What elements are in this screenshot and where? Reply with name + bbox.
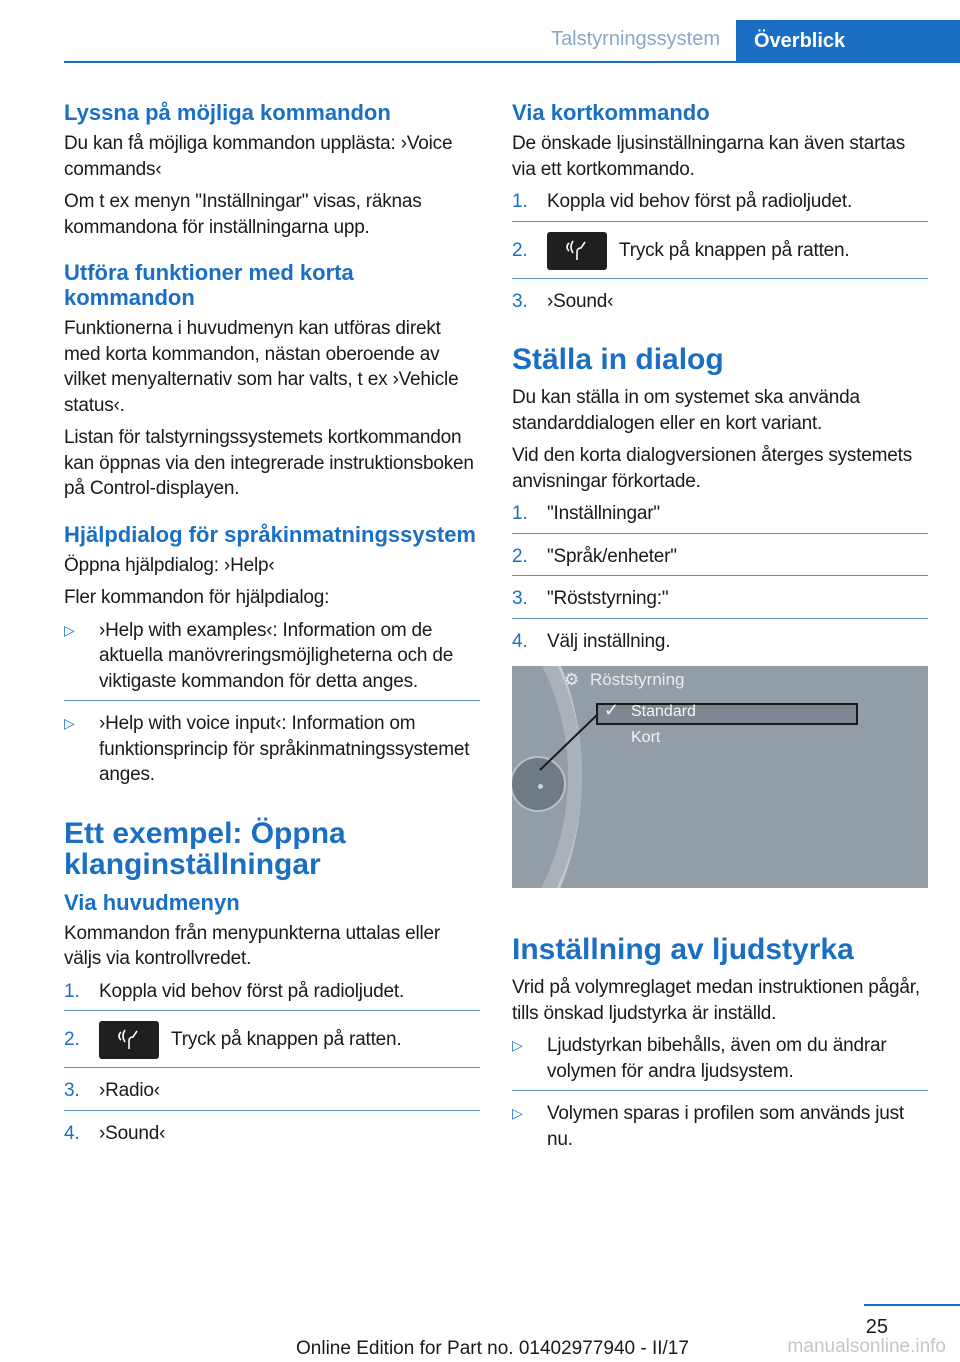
- chapter-title: Ett exempel: Öppna klanginställningar: [64, 816, 346, 881]
- paragraph: De önskade ljusinställningarna kan även startas via ett kortkommando.: [512, 133, 906, 180]
- page-number: 25: [865, 1316, 888, 1338]
- paragraph: Vid den korta dialogversionen återges systemets anvisningar förkortade.: [512, 445, 913, 492]
- step-item: [512, 289, 928, 315]
- watermark: manualsonline.info: [787, 1336, 946, 1357]
- step-list: [512, 189, 928, 314]
- step-item: [512, 586, 928, 612]
- step-number: 3.: [512, 588, 528, 609]
- triangle-bullet-icon: ▷: [64, 621, 75, 638]
- list-item-text: ›Help with voice input‹: Information om funktionsprincip för språkinmatningssystemet anges.: [99, 713, 470, 785]
- paragraph: Funktionerna i huvudmenyn kan utföras direkt med korta kommandon, nästan oberoende av vilket menyalternativ som har valts, t ex ›Vehicle status‹.: [64, 318, 459, 416]
- right-column: [512, 100, 928, 1160]
- bullet-list: [64, 618, 480, 788]
- divider: [512, 533, 928, 534]
- screen-option-standard: Standard: [631, 703, 696, 720]
- chapter-title: Inställning av ljudstyrka: [512, 933, 854, 966]
- step-list: [512, 501, 928, 654]
- list-item-text: Volymen sparas i profilen som används just nu.: [547, 1103, 905, 1150]
- triangle-bullet-icon: ▷: [512, 1037, 523, 1053]
- step-text: ›Sound‹: [547, 290, 614, 312]
- header-tab: Överblick: [736, 20, 960, 63]
- step-number: 1.: [64, 980, 80, 1002]
- step-number: 1.: [512, 191, 528, 212]
- callout-pointer-line: [512, 666, 928, 888]
- control-display-screenshot: [512, 666, 928, 888]
- bullet-list: [512, 1033, 928, 1152]
- step-item: [64, 1021, 480, 1059]
- step-text: ›Sound‹: [99, 1122, 166, 1144]
- section-title: Utföra funktioner med korta kommandon: [64, 260, 354, 310]
- paragraph: Listan för talstyrningssystemets kortkommandon kan öppnas via den integrerade instruktionsboken på Control-displayen.: [64, 427, 474, 499]
- header-rule: [64, 61, 960, 63]
- section-title: Lyssna på möjliga kommandon: [64, 100, 391, 125]
- step-item: [64, 1121, 480, 1147]
- step-item: [512, 544, 928, 570]
- step-list: [64, 979, 480, 1147]
- divider: [512, 278, 928, 279]
- step-item: [64, 979, 480, 1005]
- screen-menu-title: Röststyrning: [590, 670, 685, 689]
- step-text: Välj inställning.: [547, 630, 671, 652]
- paragraph: Du kan få möjliga kommandon upplästa: ›Voice commands‹: [64, 133, 453, 180]
- step-item: [512, 629, 928, 655]
- step-text: Koppla vid behov först på radioljudet.: [547, 191, 853, 212]
- voice-command-button-icon: [547, 232, 607, 270]
- step-number: 3.: [64, 1080, 80, 1101]
- paragraph: Du kan ställa in om systemet ska använda standarddialogen eller en kort variant.: [512, 387, 860, 434]
- paragraph: Vrid på volymreglaget medan instruktionen pågår, tills önskad ljudstyrka är inställd.: [512, 977, 920, 1024]
- footer-rule: [864, 1304, 960, 1306]
- paragraph: Fler kommandon för hjälpdialog:: [64, 587, 330, 608]
- list-item: [512, 1033, 928, 1084]
- divider: [64, 1110, 480, 1111]
- step-number: 2.: [512, 239, 528, 261]
- step-number: 4.: [64, 1122, 80, 1144]
- list-item-text: Ljudstyrkan bibehålls, även om du ändrar volymen för andra ljudsystem.: [547, 1035, 887, 1082]
- step-number: 3.: [512, 290, 528, 312]
- divider: [512, 575, 928, 576]
- step-text: Koppla vid behov först på radioljudet.: [99, 980, 405, 1002]
- gear-icon: ⚙: [564, 670, 580, 689]
- voice-command-button-icon: [99, 1021, 159, 1059]
- step-text: ›Radio‹: [99, 1080, 160, 1101]
- divider: [512, 221, 928, 222]
- step-item: [512, 232, 928, 270]
- section-title: Via kortkommando: [512, 100, 710, 125]
- paragraph: Om t ex menyn "Inställningar" visas, räknas kommandona för inställningarna upp.: [64, 191, 422, 238]
- section-title: Via huvudmenyn: [64, 889, 240, 915]
- step-number: 2.: [512, 545, 528, 567]
- step-item: [512, 501, 928, 527]
- list-item: [64, 618, 480, 695]
- step-number: 2.: [64, 1029, 80, 1050]
- step-item: [64, 1078, 480, 1104]
- divider: [512, 618, 928, 619]
- triangle-bullet-icon: ▷: [512, 1105, 523, 1121]
- left-column: [64, 100, 480, 1154]
- divider: [64, 1067, 480, 1068]
- divider: [512, 1090, 928, 1091]
- step-text: "Språk/enheter": [547, 545, 677, 567]
- list-item: [64, 711, 480, 788]
- paragraph: Kommandon från menypunkterna uttalas eller väljs via kontrollvredet.: [64, 922, 441, 969]
- paragraph: Öppna hjälpdialog: ›Help‹: [64, 554, 275, 576]
- edition-note: Online Edition for Part no. 01402977940 - II/17: [296, 1338, 689, 1359]
- header-section-title: Talstyrningssystem: [551, 28, 720, 50]
- list-item-text: ›Help with examples‹: Information om de aktuella manövreringsmöjligheterna och de viktigaste kommandon för detta anges.: [99, 619, 454, 692]
- step-text: Tryck på knappen på ratten.: [171, 1029, 402, 1051]
- chapter-title: Ställa in dialog: [512, 343, 724, 376]
- divider: [64, 700, 480, 701]
- triangle-bullet-icon: ▷: [64, 715, 75, 731]
- divider: [64, 1010, 480, 1011]
- step-text: Tryck på knappen på ratten.: [619, 239, 850, 261]
- step-number: 4.: [512, 630, 528, 652]
- list-item: [512, 1101, 928, 1152]
- screen-option-kort: Kort: [631, 729, 661, 746]
- step-number: 1.: [512, 503, 528, 524]
- step-text: "Inställningar": [547, 503, 660, 524]
- step-text: "Röststyrning:": [547, 588, 669, 609]
- checkmark-icon: ✓: [604, 700, 620, 720]
- step-item: [512, 189, 928, 215]
- section-title: Hjälpdialog för språkinmatningssystem: [64, 521, 476, 547]
